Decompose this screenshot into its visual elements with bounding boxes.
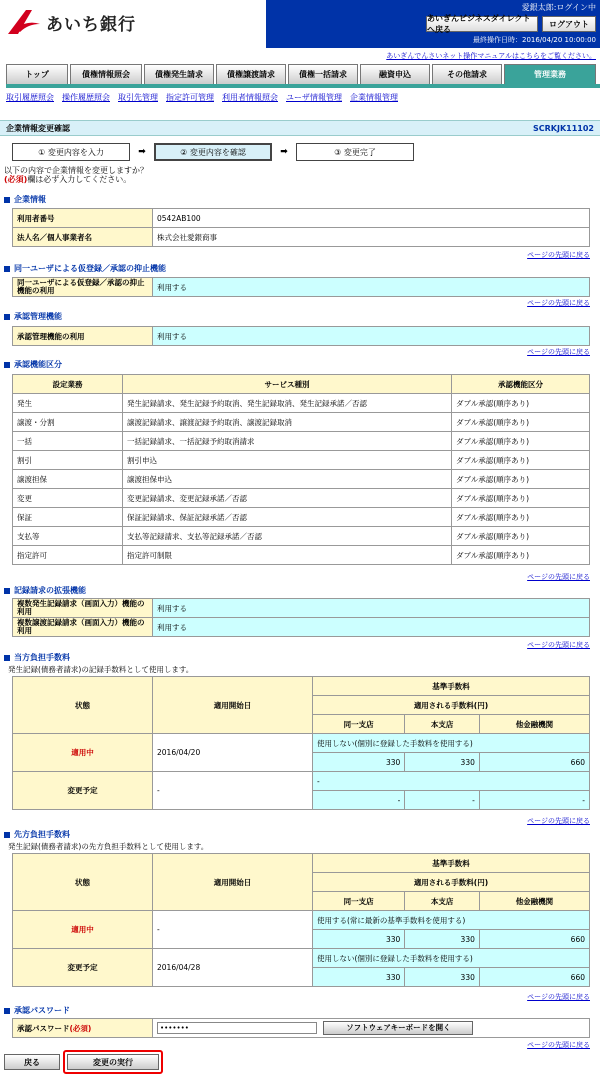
column-header: 同一支店	[313, 715, 405, 734]
service-type: 譲渡担保申込	[123, 470, 452, 489]
approval-type: ダブル承認(順序あり)	[452, 413, 590, 432]
column-header: サービス種別	[123, 375, 452, 394]
company-info-table	[12, 208, 590, 247]
bank-name: あいち銀行	[46, 14, 136, 35]
table-row	[13, 949, 590, 968]
section-title: 記録請求の拡張機能	[14, 586, 86, 595]
table-row	[13, 394, 590, 413]
record-extension-table	[12, 598, 590, 637]
table-row	[13, 451, 590, 470]
approval-type: ダブル承認(順序あり)	[452, 451, 590, 470]
section-bullet-icon	[4, 197, 10, 203]
table-header-row	[13, 677, 590, 696]
section-bullet-icon	[4, 655, 10, 661]
service-type: 発生記録請求、発生記録予約取消、発生記録取消、発生記録承諾／否認	[123, 394, 452, 413]
approval-type: ダブル承認(順序あり)	[452, 527, 590, 546]
service-type: 変更記録請求、変更記録承諾／否認	[123, 489, 452, 508]
back-to-top-link[interactable]: ページの先頭に戻る	[527, 251, 590, 259]
step-complete: ③ 変更完了	[296, 143, 414, 161]
subnav-company-info-management[interactable]: 企業情報管理	[350, 93, 398, 102]
column-header: 他金融機関	[479, 892, 589, 911]
fee-other-bank: -	[479, 791, 589, 810]
tab-other-requests[interactable]: その他請求	[432, 64, 502, 84]
back-to-top-link[interactable]: ページの先頭に戻る	[527, 641, 590, 649]
section-approval-function	[4, 359, 62, 370]
column-header: 本支店	[405, 715, 480, 734]
table-row	[13, 599, 590, 618]
section-title: 承認機能区分	[14, 360, 62, 369]
user-panel	[266, 0, 600, 48]
fee-description: 使用しない(個別に登録した手数料を使用する)	[313, 949, 590, 968]
section-title: 先方負担手数料	[14, 830, 70, 839]
approval-type: ダブル承認(順序あり)	[452, 546, 590, 565]
fee-inter-branch: 330	[405, 930, 480, 949]
page-title-bar	[0, 120, 600, 136]
setting-task: 譲渡・分割	[13, 413, 123, 432]
service-type: 割引申込	[123, 451, 452, 470]
counterparty-fee-table	[12, 853, 590, 987]
state-active: 適用中	[13, 734, 153, 772]
back-to-top-link[interactable]: ページの先頭に戻る	[527, 348, 590, 356]
setting-task: 保証	[13, 508, 123, 527]
field-value: 利用する	[153, 618, 590, 637]
table-row	[13, 489, 590, 508]
setting-task: 指定許可	[13, 546, 123, 565]
setting-task: 譲渡担保	[13, 470, 123, 489]
approval-type: ダブル承認(順序あり)	[452, 432, 590, 451]
intro-text	[4, 166, 148, 184]
counterparty-fee-note: 発生記録(債務者請求)の先方負担手数料として使用します。	[8, 842, 209, 851]
subnav-transaction-history[interactable]: 取引履歴照会	[6, 93, 54, 102]
sub-navigation	[6, 92, 398, 103]
logout-button[interactable]: ログアウト	[542, 16, 596, 32]
screen-code: SCRKJK11102	[533, 123, 594, 133]
service-type: 支払等記録請求、支払等記録承諾／否認	[123, 527, 452, 546]
approval-function-table	[12, 374, 590, 565]
column-header: 適用開始日	[153, 854, 313, 911]
column-header: 状態	[13, 854, 153, 911]
back-to-top-link[interactable]: ページの先頭に戻る	[527, 299, 590, 307]
self-fee-note: 発生記録(債務者請求)の記録手数料として使用します。	[8, 665, 194, 674]
subnav-user-management[interactable]: ユーザ情報管理	[286, 93, 342, 102]
table-row	[13, 209, 590, 228]
software-keyboard-button[interactable]: ソフトウェアキーボードを開く	[323, 1021, 473, 1035]
section-title: 同一ユーザによる仮登録／承認の抑止機能	[14, 264, 166, 273]
fee-description: -	[313, 772, 590, 791]
column-header: 適用開始日	[153, 677, 313, 734]
tab-loan-application[interactable]: 融資申込	[360, 64, 430, 84]
table-row	[13, 527, 590, 546]
section-approval-management	[4, 311, 62, 322]
bank-logo-icon	[6, 6, 42, 38]
step-arrow-icon: ➡	[138, 147, 146, 157]
section-self-fee	[4, 652, 70, 663]
subnav-partner-management[interactable]: 取引先管理	[118, 93, 158, 102]
service-type: 指定許可制限	[123, 546, 452, 565]
approval-type: ダブル承認(順序あり)	[452, 470, 590, 489]
state-planned: 変更予定	[13, 772, 153, 810]
state-active: 適用中	[13, 911, 153, 949]
field-label: 複数発生記録請求（画面入力）機能の利用	[13, 599, 153, 618]
fee-description: 使用する(常に最新の基準手数料を使用する)	[313, 911, 590, 930]
manual-link[interactable]: あいぎんでんさいネット操作マニュアルはこちらをご覧ください。	[386, 52, 596, 60]
section-record-extension	[4, 585, 86, 596]
column-header: 基準手数料	[313, 677, 590, 696]
table-header-row	[13, 854, 590, 873]
step-arrow-icon: ➡	[280, 147, 288, 157]
column-header: 同一支店	[313, 892, 405, 911]
section-title: 企業情報	[14, 195, 46, 204]
tab-claim-inquiry[interactable]: 債権情報照会	[70, 64, 142, 84]
column-header: 適用される手数料(円)	[313, 696, 590, 715]
setting-task: 一括	[13, 432, 123, 451]
step-confirm: ② 変更内容を確認	[154, 143, 272, 161]
section-bullet-icon	[4, 314, 10, 320]
service-type: 譲渡記録請求、譲渡記録予約取消、譲渡記録取消	[123, 413, 452, 432]
field-label: 法人名／個人事業者名	[13, 228, 153, 247]
start-date: 2016/04/20	[153, 734, 313, 772]
confirm-question: 以下の内容で企業情報を変更しますか？	[4, 166, 148, 175]
fee-other-bank: 660	[479, 968, 589, 987]
field-value: 利用する	[153, 599, 590, 618]
fee-description: 使用しない(個別に登録した手数料を使用する)	[313, 734, 590, 753]
table-row	[13, 470, 590, 489]
section-bullet-icon	[4, 832, 10, 838]
service-type: 保証記録請求、保証記録承諾／否認	[123, 508, 452, 527]
back-to-top-link[interactable]: ページの先頭に戻る	[527, 817, 590, 825]
column-header: 本支店	[405, 892, 480, 911]
section-suppress	[4, 263, 166, 274]
last-operation-time: 最終操作日時：2016/04/20 10:00:00	[472, 36, 596, 44]
back-to-business-direct-button[interactable]: あいぎんビジネスダイレクトへ戻る	[426, 16, 538, 32]
approval-management-table	[12, 326, 590, 346]
self-fee-table	[12, 676, 590, 810]
password-table	[12, 1018, 590, 1038]
section-bullet-icon	[4, 588, 10, 594]
back-to-top-link[interactable]: ページの先頭に戻る	[527, 1041, 590, 1049]
approval-type: ダブル承認(順序あり)	[452, 394, 590, 413]
fee-same-branch: 330	[313, 968, 405, 987]
back-to-top-link[interactable]: ページの先頭に戻る	[527, 993, 590, 1001]
header	[0, 0, 600, 50]
progress-steps	[12, 143, 414, 161]
field-label: 複数譲渡記録請求（画面入力）機能の利用	[13, 618, 153, 637]
tab-claim-transfer[interactable]: 債権譲渡請求	[216, 64, 286, 84]
tab-claim-issue[interactable]: 債権発生請求	[144, 64, 214, 84]
fee-inter-branch: -	[405, 791, 480, 810]
fee-same-branch: 330	[313, 753, 405, 772]
fee-same-branch: 330	[313, 930, 405, 949]
fee-other-bank: 660	[479, 930, 589, 949]
field-label: 利用者番号	[13, 209, 153, 228]
table-row	[13, 734, 590, 753]
setting-task: 割引	[13, 451, 123, 470]
setting-task: 支払等	[13, 527, 123, 546]
approval-password-input[interactable]: •••••••	[157, 1022, 317, 1034]
field-label: 同一ユーザによる仮登録／承認の抑止機能の利用	[13, 278, 153, 297]
table-row	[13, 546, 590, 565]
password-label-text: 承認パスワード	[17, 1023, 70, 1033]
table-row	[13, 413, 590, 432]
column-header: 基準手数料	[313, 854, 590, 873]
column-header: 適用される手数料(円)	[313, 873, 590, 892]
table-row	[13, 508, 590, 527]
subnav-permission-management[interactable]: 指定許可管理	[166, 93, 214, 102]
fee-same-branch: -	[313, 791, 405, 810]
subnav-operation-history[interactable]: 操作履歴照会	[62, 93, 110, 102]
section-title: 承認管理機能	[14, 312, 62, 321]
field-label: 承認管理機能の利用	[13, 327, 153, 346]
start-date: 2016/04/28	[153, 949, 313, 987]
table-row	[13, 228, 590, 247]
table-row	[13, 327, 590, 346]
field-value: 0542AB100	[153, 209, 590, 228]
column-header: 状態	[13, 677, 153, 734]
setting-task: 変更	[13, 489, 123, 508]
password-label	[13, 1019, 153, 1038]
required-note: 欄は必ず入力してください。	[27, 175, 132, 184]
required-mark: (必須)	[69, 1023, 92, 1033]
table-row	[13, 772, 590, 791]
subnav-user-info-inquiry[interactable]: 利用者情報照会	[222, 93, 278, 102]
start-date: -	[153, 911, 313, 949]
start-date: -	[153, 772, 313, 810]
column-header: 承認機能区分	[452, 375, 590, 394]
service-type: 一括記録請求、一括記録予約取消請求	[123, 432, 452, 451]
column-header: 設定業務	[13, 375, 123, 394]
field-value: 株式会社愛銀商事	[153, 228, 590, 247]
suppress-table	[12, 277, 590, 297]
back-button[interactable]: 戻る	[4, 1054, 60, 1070]
required-mark: (必須)	[4, 175, 28, 184]
back-to-top-link[interactable]: ページの先頭に戻る	[527, 573, 590, 581]
section-bullet-icon	[4, 266, 10, 272]
field-value: 利用する	[153, 278, 590, 297]
section-counterparty-fee	[4, 829, 70, 840]
state-planned: 変更予定	[13, 949, 153, 987]
user-status: 愛銀太郎:ログイン中	[521, 3, 596, 12]
table-row	[13, 911, 590, 930]
table-row	[13, 618, 590, 637]
column-header: 他金融機関	[479, 715, 589, 734]
tab-top[interactable]: トップ	[6, 64, 68, 84]
execute-change-button[interactable]: 変更の実行	[67, 1054, 159, 1070]
section-bullet-icon	[4, 1008, 10, 1014]
tab-management[interactable]: 管理業務	[504, 64, 596, 84]
fee-inter-branch: 330	[405, 968, 480, 987]
section-approval-password	[4, 1005, 70, 1016]
table-row	[13, 1019, 590, 1038]
setting-task: 発生	[13, 394, 123, 413]
fee-other-bank: 660	[479, 753, 589, 772]
table-row	[13, 278, 590, 297]
section-company-info	[4, 194, 46, 205]
tab-claim-batch[interactable]: 債権一括請求	[288, 64, 358, 84]
section-bullet-icon	[4, 362, 10, 368]
bank-logo	[6, 6, 136, 38]
step-input: ① 変更内容を入力	[12, 143, 130, 161]
section-title: 当方負担手数料	[14, 653, 70, 662]
main-tabs	[6, 64, 600, 88]
approval-type: ダブル承認(順序あり)	[452, 508, 590, 527]
fee-inter-branch: 330	[405, 753, 480, 772]
field-value: 利用する	[153, 327, 590, 346]
table-header-row	[13, 375, 590, 394]
page-title: 企業情報変更確認	[6, 123, 70, 133]
table-row	[13, 432, 590, 451]
approval-type: ダブル承認(順序あり)	[452, 489, 590, 508]
section-title: 承認パスワード	[14, 1006, 70, 1015]
